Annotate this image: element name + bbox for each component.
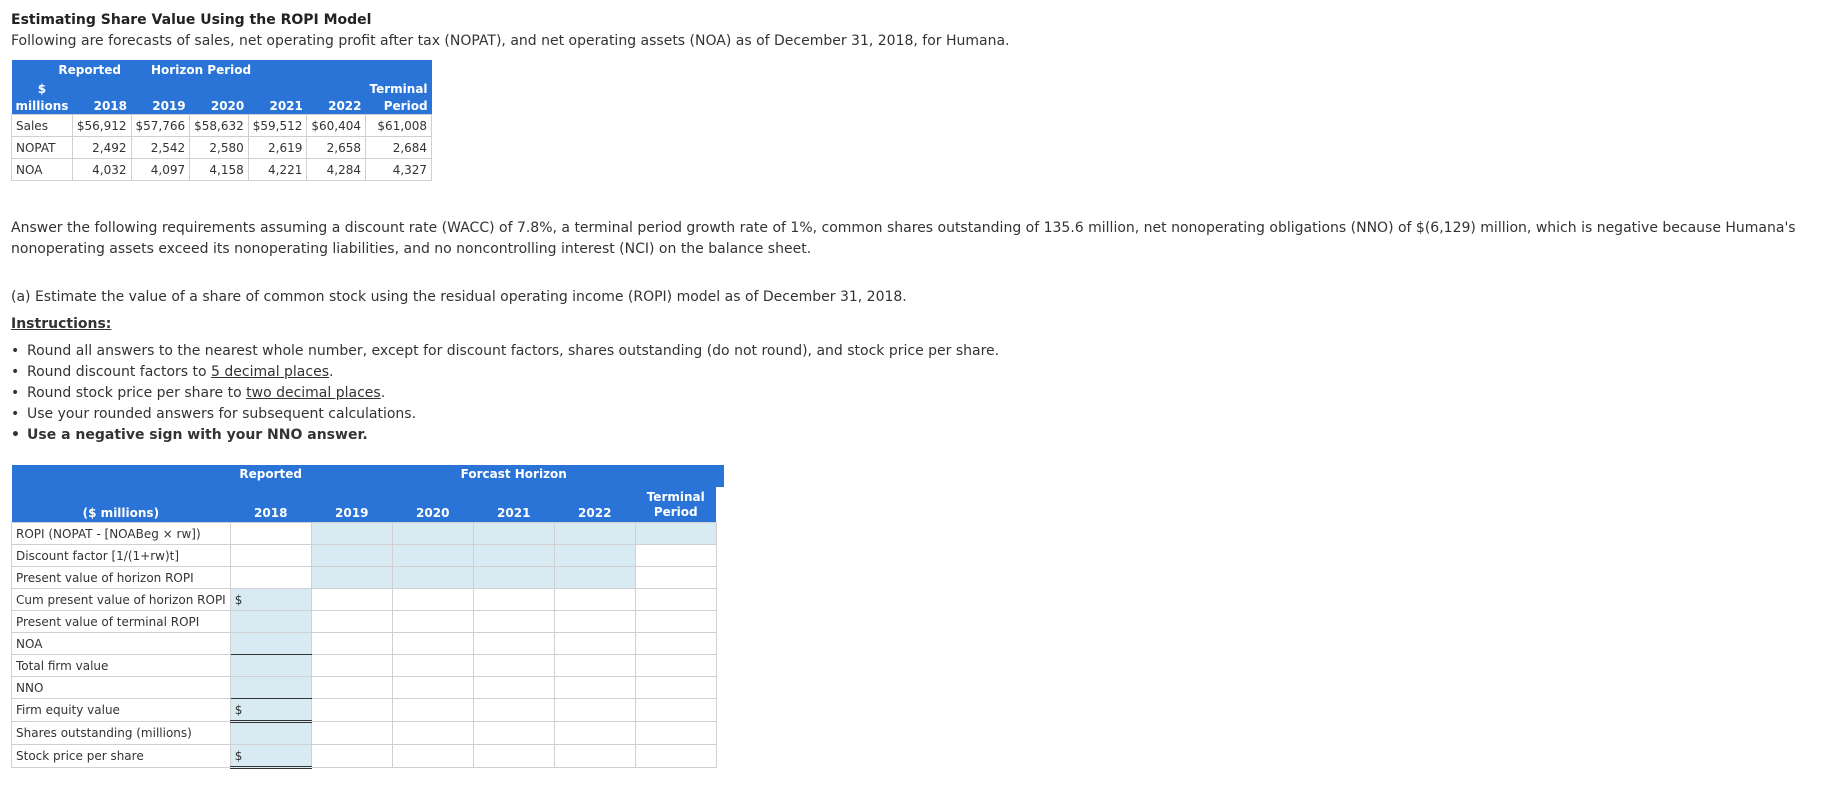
terminal-header-bottom: Period xyxy=(653,505,698,519)
answer-input[interactable] xyxy=(554,523,635,545)
row-label: Present value of terminal ROPI xyxy=(12,611,231,633)
bullet-text: Round discount factors to xyxy=(27,364,212,380)
bullet-text: Round stock price per share to xyxy=(27,385,247,401)
cell-value: 2,684 xyxy=(366,137,432,159)
cell-value: $59,512 xyxy=(248,115,307,137)
reported-header: Reported xyxy=(230,465,311,487)
answer-input[interactable] xyxy=(311,567,392,589)
cell-value: $57,766 xyxy=(131,115,190,137)
terminal-header-bottom: Period xyxy=(366,97,432,115)
list-item xyxy=(27,404,999,425)
year-header: 2018 xyxy=(230,487,311,523)
bullet-text: Round all answers to the nearest whole number, except for discount factors, shares outstanding (do not round), and stock price per share. xyxy=(27,343,1000,359)
cell-value: $58,632 xyxy=(190,115,249,137)
table-row xyxy=(12,745,725,768)
row-label: NOA xyxy=(12,159,73,181)
table-row xyxy=(12,633,725,655)
unit-header-bottom: millions xyxy=(12,97,73,115)
unit-header-top: $ xyxy=(12,80,73,97)
year-header: 2021 xyxy=(473,487,554,523)
row-label: Firm equity value xyxy=(12,699,231,722)
year-header: 2021 xyxy=(248,97,307,115)
answer-input[interactable] xyxy=(230,523,311,545)
answer-input[interactable] xyxy=(311,545,392,567)
page-title: Estimating Share Value Using the ROPI Model xyxy=(11,12,372,28)
table-row xyxy=(12,677,725,699)
requirements-text: Answer the following requirements assuming a discount rate (WACC) of 7.8%, a terminal period growth rate of 1%, common shares outstanding of 135.6 million, net nonoperating obligations (NNO) of $(6,129) million, which is negative because Humana's nonoperating assets exceed its nonoperating liabilities, and no noncontrolling interest (NCI) on the balance sheet. xyxy=(11,220,1796,257)
answer-input[interactable] xyxy=(311,523,392,545)
year-header: 2020 xyxy=(190,97,249,115)
answer-input[interactable] xyxy=(230,589,311,611)
answer-input[interactable] xyxy=(473,567,554,589)
decimal-places-link[interactable]: two decimal places xyxy=(246,385,381,401)
list-item xyxy=(27,362,999,383)
year-header: 2018 xyxy=(72,97,131,115)
answer-input[interactable] xyxy=(473,545,554,567)
instructions-label: Instructions: xyxy=(11,316,112,332)
cell-value: 2,658 xyxy=(307,137,366,159)
row-label: Stock price per share xyxy=(12,745,231,768)
currency-prefix: $ xyxy=(234,592,243,607)
cell-value: $61,008 xyxy=(366,115,432,137)
cell-value: $60,404 xyxy=(307,115,366,137)
year-header: 2020 xyxy=(392,487,473,523)
cell-value: 4,032 xyxy=(72,159,131,181)
list-item xyxy=(27,383,999,404)
table-row xyxy=(12,699,725,722)
cell-value: 4,158 xyxy=(190,159,249,181)
cell-value: $56,912 xyxy=(72,115,131,137)
row-label: ROPI (NOPAT - [NOABeg × rw]) xyxy=(12,523,231,545)
table-row xyxy=(12,159,432,181)
row-label: Shares outstanding (millions) xyxy=(12,722,231,745)
answer-input[interactable] xyxy=(392,567,473,589)
bullet-text: . xyxy=(380,385,386,401)
answer-input[interactable] xyxy=(635,567,716,589)
answer-input[interactable] xyxy=(230,545,311,567)
row-label: Discount factor [1/(1+rw)t] xyxy=(12,545,231,567)
list-item xyxy=(27,341,999,362)
year-header: 2019 xyxy=(311,487,392,523)
currency-prefix: $ xyxy=(234,702,243,717)
year-header: 2022 xyxy=(307,97,366,115)
answer-input[interactable] xyxy=(230,567,311,589)
part-a-question: (a) Estimate the value of a share of common stock using the residual operating income (ROPI) model as of December 31, 2018. xyxy=(11,289,907,305)
cell-value: 2,542 xyxy=(131,137,190,159)
cell-value: 4,221 xyxy=(248,159,307,181)
answer-input[interactable] xyxy=(230,722,311,745)
row-label: Present value of horizon ROPI xyxy=(12,567,231,589)
bullet-text: Use your rounded answers for subsequent calculations. xyxy=(27,406,417,422)
cell-value: 4,284 xyxy=(307,159,366,181)
answer-input[interactable] xyxy=(230,699,311,722)
answer-input[interactable] xyxy=(554,567,635,589)
table-row xyxy=(12,722,725,745)
row-label: Sales xyxy=(12,115,73,137)
answer-input[interactable] xyxy=(230,611,311,633)
currency-prefix: $ xyxy=(234,748,243,763)
answer-input[interactable] xyxy=(230,633,311,655)
table-row xyxy=(12,611,725,633)
terminal-header xyxy=(635,487,716,523)
answer-input[interactable] xyxy=(392,545,473,567)
reported-header: Reported xyxy=(12,60,132,80)
answer-input[interactable] xyxy=(230,745,311,768)
cell-value: 4,097 xyxy=(131,159,190,181)
table-row xyxy=(12,589,725,611)
intro-text: Following are forecasts of sales, net operating profit after tax (NOPAT), and net operating assets (NOA) as of December 31, 2018, for Humana. xyxy=(11,33,1010,49)
list-item xyxy=(27,425,999,446)
row-label: NOA xyxy=(12,633,231,655)
column-label-header: ($ millions) xyxy=(12,487,231,523)
table-row xyxy=(12,115,432,137)
year-header: 2019 xyxy=(131,97,190,115)
terminal-header-top: Terminal xyxy=(646,490,705,504)
bullet-text: Use a negative sign with your NNO answer. xyxy=(27,427,368,443)
horizon-header: Horizon Period xyxy=(131,60,432,80)
cell-value: 2,619 xyxy=(248,137,307,159)
terminal-header-top: Terminal xyxy=(366,80,432,97)
year-header: 2022 xyxy=(554,487,635,523)
instructions-list xyxy=(0,341,999,446)
answer-input[interactable] xyxy=(473,523,554,545)
answer-input[interactable] xyxy=(392,523,473,545)
bullet-text: . xyxy=(329,364,334,380)
decimal-places-link[interactable]: 5 decimal places xyxy=(211,364,329,380)
ropi-answer-table xyxy=(11,465,725,769)
row-label: Total firm value xyxy=(12,655,231,677)
row-label: Cum present value of horizon ROPI xyxy=(12,589,231,611)
row-label: NOPAT xyxy=(12,137,73,159)
table-row xyxy=(12,523,725,545)
forecast-table xyxy=(11,60,432,181)
answer-input[interactable] xyxy=(554,545,635,567)
cell-value: 2,492 xyxy=(72,137,131,159)
answer-input[interactable] xyxy=(635,523,716,545)
table-row xyxy=(12,567,725,589)
answer-input[interactable] xyxy=(635,545,716,567)
table-row xyxy=(12,545,725,567)
table-row xyxy=(12,655,725,677)
cell-value: 2,580 xyxy=(190,137,249,159)
forecast-horizon-header: Forcast Horizon xyxy=(392,465,635,487)
table-row xyxy=(12,137,432,159)
answer-input[interactable] xyxy=(230,677,311,699)
row-label: NNO xyxy=(12,677,231,699)
cell-value: 4,327 xyxy=(366,159,432,181)
answer-input[interactable] xyxy=(230,655,311,677)
